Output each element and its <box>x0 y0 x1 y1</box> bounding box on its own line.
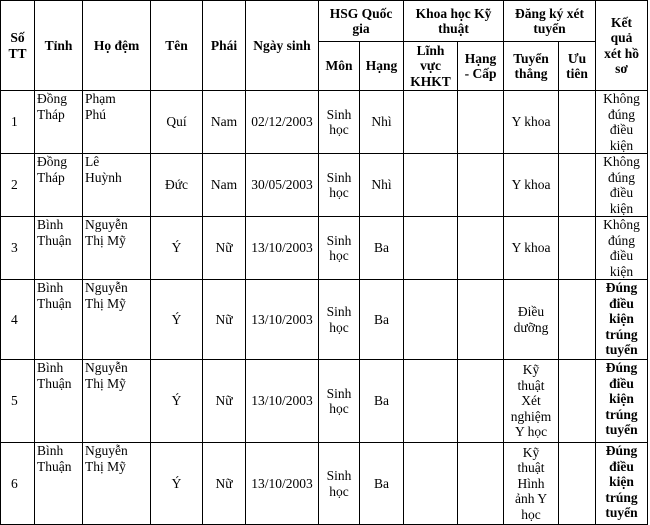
cell-tuyen-thang: Kỹ thuật Hình ảnh Y học <box>504 443 559 525</box>
cell-ten: Đức <box>151 154 203 217</box>
cell-ten: Quí <box>151 91 203 154</box>
cell-tuyen-thang: Kỹ thuật Xét nghiệm Y học <box>504 360 559 443</box>
header-dang-ky-xet-tuyen: Đăng ký xét tuyển <box>504 1 596 42</box>
cell-phai: Nam <box>203 154 246 217</box>
cell-hang-cap <box>458 91 504 154</box>
cell-tinh: Bình Thuận <box>35 280 83 360</box>
cell-phai: Nam <box>203 91 246 154</box>
header-row-1 <box>1 1 648 42</box>
cell-stt: 2 <box>1 154 35 217</box>
table-row <box>1 360 648 443</box>
cell-linh-vuc <box>404 443 458 525</box>
cell-hang-cap <box>458 443 504 525</box>
table-row <box>1 154 648 217</box>
header-tinh: Tỉnh <box>35 1 83 91</box>
header-hang-cap: Hạng - Cấp <box>458 42 504 91</box>
cell-ho-dem: Nguyễn Thị Mỹ <box>83 217 151 280</box>
cell-ket-qua: Đúng điều kiện trúng tuyển <box>596 360 648 443</box>
cell-phai: Nữ <box>203 443 246 525</box>
cell-tinh: Đồng Tháp <box>35 154 83 217</box>
cell-linh-vuc <box>404 360 458 443</box>
cell-stt: 1 <box>1 91 35 154</box>
cell-tinh: Bình Thuận <box>35 360 83 443</box>
cell-tinh: Bình Thuận <box>35 443 83 525</box>
cell-tinh: Bình Thuận <box>35 217 83 280</box>
cell-ten: Ý <box>151 360 203 443</box>
cell-hang-cap <box>458 360 504 443</box>
header-ten: Tên <box>151 1 203 91</box>
cell-ngay-sinh: 13/10/2003 <box>246 217 319 280</box>
table-row <box>1 91 648 154</box>
header-ho-dem: Họ đệm <box>83 1 151 91</box>
cell-ngay-sinh: 13/10/2003 <box>246 280 319 360</box>
cell-linh-vuc <box>404 217 458 280</box>
cell-stt: 6 <box>1 443 35 525</box>
cell-uu-tien <box>559 443 596 525</box>
cell-mon: Sinh học <box>319 280 360 360</box>
header-tuyen-thang: Tuyển thẳng <box>504 42 559 91</box>
cell-phai: Nữ <box>203 360 246 443</box>
cell-uu-tien <box>559 280 596 360</box>
header-khoa-hoc-ky-thuat: Khoa học Kỹ thuật <box>404 1 504 42</box>
cell-ket-qua: Đúng điều kiện trúng tuyển <box>596 443 648 525</box>
cell-mon: Sinh học <box>319 443 360 525</box>
cell-phai: Nữ <box>203 280 246 360</box>
cell-uu-tien <box>559 217 596 280</box>
cell-ket-qua: Không đúng điều kiện <box>596 217 648 280</box>
table-row <box>1 443 648 525</box>
cell-tinh: Đồng Tháp <box>35 91 83 154</box>
cell-ngay-sinh: 02/12/2003 <box>246 91 319 154</box>
cell-linh-vuc <box>404 280 458 360</box>
header-hang: Hạng <box>360 42 404 91</box>
header-ngay-sinh: Ngày sinh <box>246 1 319 91</box>
cell-tuyen-thang: Y khoa <box>504 154 559 217</box>
table-row <box>1 280 648 360</box>
header-mon: Môn <box>319 42 360 91</box>
cell-uu-tien <box>559 154 596 217</box>
cell-uu-tien <box>559 91 596 154</box>
cell-uu-tien <box>559 360 596 443</box>
cell-ho-dem: Nguyễn Thị Mỹ <box>83 443 151 525</box>
cell-hang: Nhì <box>360 91 404 154</box>
header-stt: Số TT <box>1 1 35 91</box>
cell-ten: Ý <box>151 443 203 525</box>
cell-hang: Ba <box>360 360 404 443</box>
header-phai: Phái <box>203 1 246 91</box>
cell-tuyen-thang: Y khoa <box>504 217 559 280</box>
cell-ket-qua: Không đúng điều kiện <box>596 91 648 154</box>
cell-tuyen-thang: Điều dưỡng <box>504 280 559 360</box>
cell-ngay-sinh: 13/10/2003 <box>246 443 319 525</box>
cell-mon: Sinh học <box>319 154 360 217</box>
cell-ho-dem: Lê Huỳnh <box>83 154 151 217</box>
cell-phai: Nữ <box>203 217 246 280</box>
cell-ten: Ý <box>151 217 203 280</box>
cell-hang: Ba <box>360 443 404 525</box>
cell-hang: Nhì <box>360 154 404 217</box>
cell-stt: 3 <box>1 217 35 280</box>
cell-linh-vuc <box>404 154 458 217</box>
cell-mon: Sinh học <box>319 217 360 280</box>
header-uu-tien: Ưu tiên <box>559 42 596 91</box>
cell-stt: 5 <box>1 360 35 443</box>
header-linh-vuc-khkt: Lĩnh vực KHKT <box>404 42 458 91</box>
cell-hang: Ba <box>360 280 404 360</box>
cell-hang-cap <box>458 154 504 217</box>
cell-hang-cap <box>458 280 504 360</box>
cell-tuyen-thang: Y khoa <box>504 91 559 154</box>
cell-mon: Sinh học <box>319 360 360 443</box>
cell-ho-dem: Nguyễn Thị Mỹ <box>83 280 151 360</box>
cell-ket-qua: Không đúng điều kiện <box>596 154 648 217</box>
cell-ket-qua: Đúng điều kiện trúng tuyển <box>596 280 648 360</box>
cell-mon: Sinh học <box>319 91 360 154</box>
table-row <box>1 217 648 280</box>
header-ket-qua: Kết quả xét hồ sơ <box>596 1 648 91</box>
cell-ho-dem: Nguyễn Thị Mỹ <box>83 360 151 443</box>
cell-stt: 4 <box>1 280 35 360</box>
cell-ngay-sinh: 30/05/2003 <box>246 154 319 217</box>
cell-hang-cap <box>458 217 504 280</box>
cell-linh-vuc <box>404 91 458 154</box>
header-hsg-quoc-gia: HSG Quốc gia <box>319 1 404 42</box>
cell-ngay-sinh: 13/10/2003 <box>246 360 319 443</box>
cell-hang: Ba <box>360 217 404 280</box>
cell-ho-dem: Phạm Phú <box>83 91 151 154</box>
cell-ten: Ý <box>151 280 203 360</box>
